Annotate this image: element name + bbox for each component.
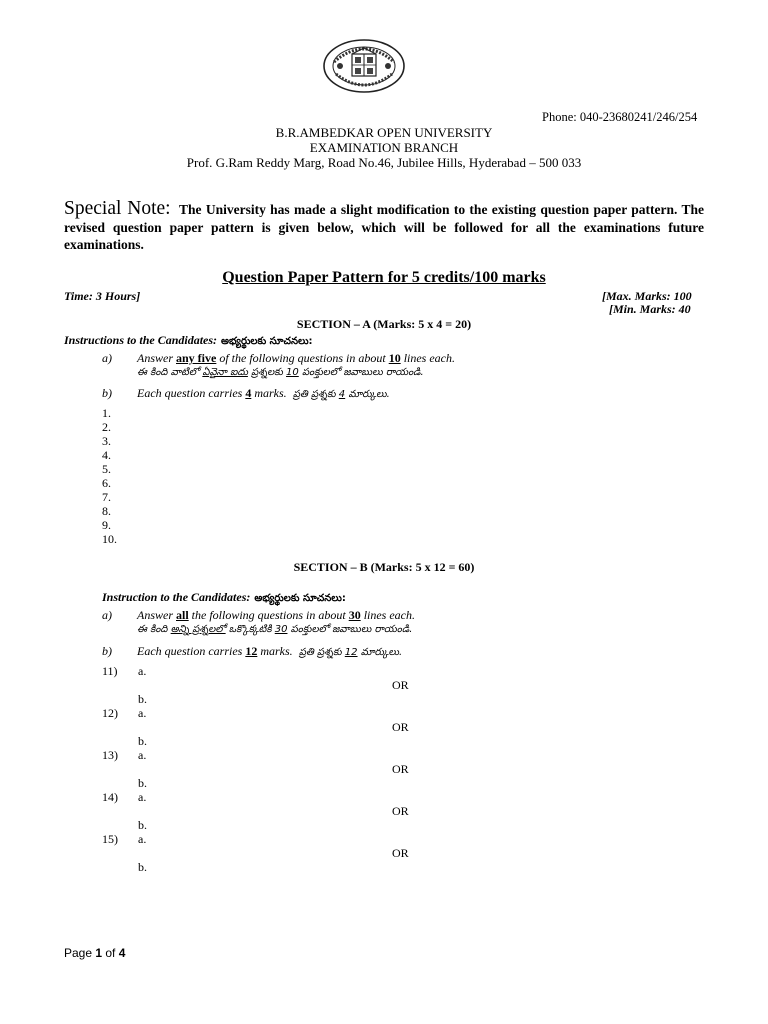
question-part-a: a. bbox=[138, 832, 147, 846]
section-b-rule-a-marker: a) bbox=[102, 608, 112, 622]
section-a-rule-a-marker: a) bbox=[102, 351, 112, 365]
rule-a-lines: 30 bbox=[348, 608, 361, 622]
page-label: Page bbox=[64, 946, 96, 960]
or-separator: OR bbox=[392, 762, 409, 776]
telugu-marks: 4 bbox=[338, 389, 346, 400]
section-a-rule-a bbox=[137, 351, 455, 366]
telugu-text: ఈ కింది వాటిలో bbox=[137, 367, 203, 378]
telugu-emphasis: ఏవైనా ఐదు bbox=[202, 367, 248, 378]
question-number: 12) bbox=[102, 706, 118, 720]
or-separator: OR bbox=[392, 846, 409, 860]
rule-a-emphasis: any five bbox=[176, 351, 217, 365]
question-number: 13) bbox=[102, 748, 118, 762]
section-b-rule-b-marker: b) bbox=[102, 644, 112, 658]
section-a-instructions-telugu: అభ్యర్థులకు సూచనలు: bbox=[221, 336, 313, 347]
rule-b-marks: 12 bbox=[245, 644, 258, 658]
rule-b-text: marks. bbox=[251, 386, 287, 400]
question-part-a: a. bbox=[138, 748, 147, 762]
question-number: 5. bbox=[102, 462, 111, 476]
question-part-a: a. bbox=[138, 790, 147, 804]
telugu-text: ఈ కింది bbox=[137, 624, 171, 635]
question-part-a: a. bbox=[138, 664, 147, 678]
telugu-text: పంక్తులలో జవాబులు రాయండి. bbox=[298, 367, 424, 378]
telugu-text: ప్రతి ప్రశ్నకు bbox=[292, 389, 339, 400]
question-part-b: b. bbox=[138, 818, 147, 832]
question-number: 3. bbox=[102, 434, 111, 448]
question-number: 9. bbox=[102, 518, 111, 532]
telugu-lines: 10 bbox=[286, 367, 299, 378]
branch-name: EXAMINATION BRANCH bbox=[309, 140, 459, 155]
rule-b-text: Each question carries bbox=[137, 386, 246, 400]
rule-a-text: of the following questions in about bbox=[216, 351, 389, 365]
telugu-lines: 30 bbox=[274, 624, 288, 635]
telugu-text: ఒక్కొక్కటికి bbox=[225, 624, 275, 635]
university-address: Prof. G.Ram Reddy Marg, Road No.46, Jubilee Hills, Hyderabad – 500 033 bbox=[186, 155, 582, 170]
min-marks: [Min. Marks: 40 bbox=[609, 302, 691, 316]
page-of-label: of bbox=[102, 946, 119, 960]
telugu-text: మార్కులు. bbox=[345, 389, 390, 400]
special-note-text: The University has made a slight modification to the existing question paper pattern. The revised question paper pattern is given below, which will be followed for all the examinations future examinations. bbox=[64, 202, 705, 252]
rule-a-lines: 10 bbox=[388, 351, 401, 365]
total-pages: 4 bbox=[118, 946, 126, 960]
question-number: 8. bbox=[102, 504, 111, 518]
rule-a-emphasis: all bbox=[176, 608, 189, 622]
question-number: 6. bbox=[102, 476, 111, 490]
telugu-marks: 12 bbox=[344, 647, 358, 658]
rule-a-text: lines each. bbox=[360, 608, 416, 622]
question-number: 1. bbox=[102, 406, 111, 420]
rule-a-text: Answer bbox=[137, 351, 176, 365]
section-b-instructions bbox=[102, 588, 346, 606]
telugu-emphasis: అన్ని ప్రశ్నలలో bbox=[170, 624, 226, 635]
telugu-text: ప్రతి ప్రశ్నకు bbox=[298, 647, 345, 658]
pattern-title: Question Paper Pattern for 5 credits/100 marks bbox=[222, 269, 546, 286]
rule-a-text: Answer bbox=[137, 608, 176, 622]
page-indicator bbox=[64, 946, 125, 960]
question-number: 7. bbox=[102, 490, 111, 504]
current-page: 1 bbox=[95, 946, 103, 960]
section-a-rule-b-telugu bbox=[290, 389, 390, 400]
rule-b-text: marks. bbox=[257, 644, 293, 658]
section-a-instructions bbox=[64, 331, 313, 349]
phone-number: Phone: 040-23680241/246/254 bbox=[542, 110, 698, 124]
university-seal-logo bbox=[322, 38, 406, 94]
section-a-title: SECTION – A (Marks: 5 x 4 = 20) bbox=[296, 317, 472, 331]
max-marks: [Max. Marks: 100 bbox=[602, 289, 692, 303]
section-a-instructions-label: Instructions to the Candidates: bbox=[64, 333, 218, 347]
question-part-b: b. bbox=[138, 860, 147, 874]
section-a-rule-b-marker: b) bbox=[102, 386, 112, 400]
section-b-rule-a bbox=[137, 608, 415, 623]
question-part-a: a. bbox=[138, 706, 147, 720]
rule-a-text: the following questions in about bbox=[188, 608, 349, 622]
question-number: 2. bbox=[102, 420, 111, 434]
telugu-text: ప్రశ్నలకు bbox=[247, 367, 287, 378]
or-separator: OR bbox=[392, 720, 409, 734]
question-number: 15) bbox=[102, 832, 118, 846]
telugu-text: మార్కులు. bbox=[357, 647, 403, 658]
section-b-rule-a-telugu bbox=[137, 623, 412, 637]
university-name: B.R.AMBEDKAR OPEN UNIVERSITY bbox=[275, 125, 493, 140]
section-a-rule-b bbox=[137, 386, 390, 402]
question-part-b: b. bbox=[138, 734, 147, 748]
section-b-rule-b-telugu bbox=[296, 647, 402, 658]
question-part-b: b. bbox=[138, 776, 147, 790]
exam-time: Time: 3 Hours] bbox=[64, 289, 141, 303]
section-b-title: SECTION – B (Marks: 5 x 12 = 60) bbox=[293, 560, 475, 574]
question-number: 10. bbox=[102, 532, 117, 546]
question-part-b: b. bbox=[138, 692, 147, 706]
rule-b-marks: 4 bbox=[245, 386, 252, 400]
question-number: 11) bbox=[102, 664, 118, 678]
question-number: 4. bbox=[102, 448, 111, 462]
section-b-instructions-telugu: అభ్యర్థులకు సూచనలు: bbox=[254, 593, 346, 604]
section-b-instructions-label: Instruction to the Candidates: bbox=[102, 590, 251, 604]
section-a-rule-a-telugu bbox=[137, 366, 424, 380]
or-separator: OR bbox=[392, 678, 409, 692]
special-note-label: Special Note: bbox=[64, 198, 171, 219]
rule-b-text: Each question carries bbox=[137, 644, 246, 658]
question-number: 14) bbox=[102, 790, 118, 804]
special-note bbox=[64, 200, 704, 254]
telugu-text: పంక్తులలో జవాబులు రాయండి. bbox=[287, 624, 413, 635]
rule-a-text: lines each. bbox=[400, 351, 456, 365]
or-separator: OR bbox=[392, 804, 409, 818]
section-b-rule-b bbox=[137, 644, 402, 660]
